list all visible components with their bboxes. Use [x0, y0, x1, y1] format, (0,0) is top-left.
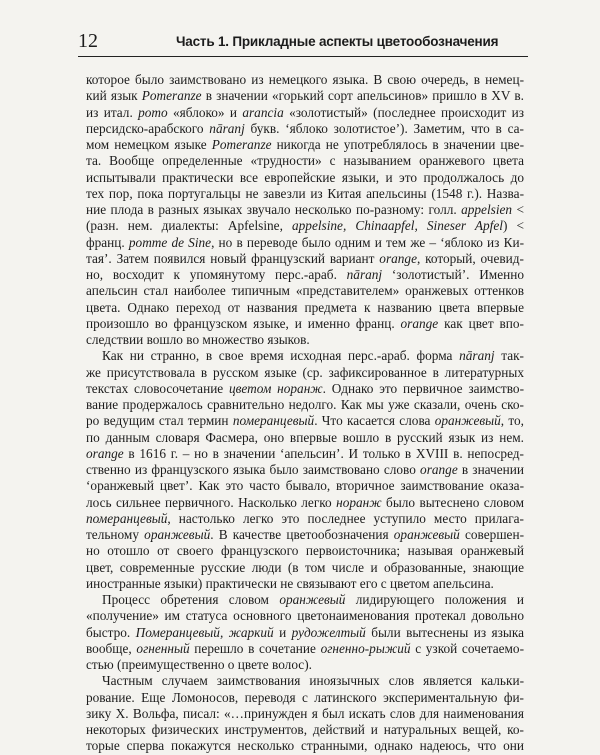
text-line: [86, 495, 524, 511]
text-run: цвета. Однако переход от названия предмета к названию цвета впервые: [86, 299, 524, 315]
text-run: ственно из французского языка было заимствовано слово: [86, 462, 421, 477]
text-run: торые сперва покажутся несколько странными, однако надеюсь, что они: [86, 738, 524, 754]
text-line: [86, 365, 524, 381]
paragraph: [86, 348, 524, 592]
text-line: [86, 267, 524, 283]
text-run: . В качестве цветообозначения: [210, 527, 394, 542]
text-line: [86, 608, 524, 624]
text-run: . Однако это первичное заимство-: [322, 380, 524, 396]
text-run: как цвет впо-: [438, 315, 524, 331]
text-line: [86, 511, 524, 527]
text-run: апельсин стал наиболее типичным «представителем» оранжевых оттенков: [86, 283, 524, 299]
text-run: так-: [494, 348, 524, 364]
italic-term: огненный: [136, 640, 190, 656]
text-line: [86, 673, 524, 689]
text-line: [86, 202, 524, 218]
text-line: [86, 283, 524, 299]
text-line: [86, 137, 524, 153]
text-line: [86, 88, 524, 104]
italic-term: orange: [400, 315, 439, 331]
text-line: [86, 218, 524, 234]
text-line: [86, 316, 524, 332]
text-line: [86, 478, 524, 494]
italic-term: цветом норанж: [229, 380, 323, 396]
text-run: лидирующего положения и: [345, 592, 524, 607]
italic-term: appelsien: [461, 202, 513, 217]
text-line: [86, 381, 524, 397]
text-line: [86, 625, 524, 641]
text-run: некоторых физических инструментов, действий и натуральных вещей, ко-: [86, 722, 524, 737]
text-run: зику Х. Вольфа, писал: «…принужден я был искать слов для наименования: [86, 705, 524, 721]
text-run: <: [512, 202, 524, 217]
text-run: тех пор, пока португальцы не завезли из Китая апельсины (1548 г.). Назва-: [86, 185, 524, 201]
text-run: по данным словаря Фасмера, оно впервые вошло в русский язык из нем.: [86, 429, 524, 445]
italic-term: огненно-рыжий: [320, 640, 411, 656]
text-run: , но в переводе было одним и тем же – ‘яблоко из Ки-: [211, 234, 524, 250]
text-line: [86, 300, 524, 316]
text-run: были вытеснены из языка: [365, 624, 524, 640]
italic-term: arancia: [242, 104, 284, 120]
paragraph: [86, 592, 524, 673]
text-run: было вытеснено словом: [381, 494, 524, 510]
italic-term: оранжевый: [434, 413, 501, 429]
text-run: из итал.: [86, 104, 139, 120]
text-run: (разн. нем. диалекты: Apfelsine,: [86, 218, 292, 234]
text-run: кий язык: [86, 88, 142, 104]
text-run: же присутствовала в русском языке (ср. зафиксированное в литературных: [86, 364, 524, 380]
text-run: ‘оранжевый цвет’. Как это часто бывало, вторичное заимствование оказа-: [86, 478, 524, 494]
text-line: [86, 527, 524, 543]
text-line: [86, 576, 524, 592]
text-line: [86, 462, 524, 478]
text-line: [86, 446, 524, 462]
text-run: стью (преимущественно о цвете волос).: [86, 657, 312, 672]
text-run: Частным случаем заимствования иноязычных слов является кальки-: [102, 673, 524, 689]
italic-term: nāranj: [346, 267, 383, 282]
italic-term: Pomeranze: [211, 137, 272, 152]
text-run: цвет, современные русские люди (в том числе и образованные, знающие: [86, 559, 524, 575]
text-line: [86, 332, 524, 348]
text-run: франц.: [86, 234, 129, 250]
text-run: вание продержалось сравнительно недолго. Как мы уже сказали, очень ско-: [86, 397, 524, 412]
text-line: [86, 121, 524, 137]
text-run: мом немецком языке: [86, 137, 212, 152]
italic-term: orange: [379, 250, 417, 266]
text-run: лось сильнее первичного. Насколько легко: [86, 494, 337, 510]
italic-term: рудожелтый: [291, 624, 366, 640]
text-line: [86, 251, 524, 267]
italic-term: orange: [86, 445, 124, 461]
italic-term: Померанцевый, жаркий: [135, 624, 274, 640]
text-run: «получение» им статуса основного цветонаименования протекал довольно: [86, 608, 524, 624]
text-run: ‘золотистый’. Именно: [382, 267, 524, 282]
running-title: Часть 1. Прикладные аспекты цветообозначения: [176, 34, 499, 49]
text-run: Процесс обретения словом: [102, 592, 280, 607]
text-run: перешло в сочетание: [189, 640, 321, 656]
text-run: ние плода в разных языках звучало несколько по-разному: голл.: [86, 202, 462, 217]
text-run: «золотистый» (последнее происходит из: [283, 104, 524, 120]
text-run: букв. ‘яблоко золотистое’). Заметим, что в са-: [244, 120, 524, 136]
italic-term: померанцевый: [86, 510, 168, 526]
italic-term: оранжевый: [393, 527, 460, 542]
text-line: [86, 641, 524, 657]
text-run: никогда не употреблялось в значении цве-: [271, 137, 524, 152]
text-run: в значении: [457, 462, 524, 477]
text-line: [86, 170, 524, 186]
page-number: 12: [78, 30, 98, 52]
text-run: быстро.: [86, 624, 136, 640]
running-header: [78, 30, 528, 57]
text-run: которое было заимствовано из немецкого языка. В свою очередь, в немец-: [86, 72, 524, 87]
text-line: [86, 186, 524, 202]
text-line: [86, 690, 524, 706]
text-run: . Что касается слова: [314, 413, 435, 429]
text-run: но отошло от своего французского первоисточника; называя оранжевый: [86, 543, 524, 559]
text-line: [86, 105, 524, 121]
text-run: текстах словосочетание: [86, 380, 229, 396]
italic-term: оранжевый: [279, 592, 346, 607]
text-run: и: [273, 624, 292, 640]
text-line: [86, 722, 524, 738]
text-run: в значении «горький сорт апельсинов» пришло в XV в.: [201, 88, 524, 104]
text-run: «яблоко» и: [167, 104, 243, 120]
italic-term: appelsine, Chinaapfel, Sineser Apfel: [292, 218, 503, 234]
text-line: [86, 706, 524, 722]
text-run: та. Вообще определенные «трудности» с называнием оранжевого цвета: [86, 153, 524, 169]
text-run: тельному: [86, 527, 145, 542]
text-line: [86, 592, 524, 608]
italic-term: Pomeranze: [141, 88, 202, 104]
text-run: рование. Еще Ломоносов, переводя с латинского экспериментальную фи-: [86, 689, 524, 705]
text-run: с узкой сочетаемо-: [410, 640, 524, 656]
italic-term: померанцевый: [232, 413, 315, 429]
italic-term: pomme de Sine: [128, 234, 212, 250]
text-run: , настолько легко это последнее уступило место прилага-: [167, 510, 524, 526]
text-run: персидско-арабского: [86, 120, 210, 136]
text-run: но, восходит к упомянутому перс.-араб.: [86, 267, 347, 282]
italic-term: норанж: [336, 494, 382, 510]
italic-term: nāranj: [459, 348, 495, 364]
text-run: ро ведущим стал термин: [86, 413, 233, 429]
text-run: в 1616 г. – но в значении ‘апельсин’. И только в XVIII в. непосред-: [123, 445, 524, 461]
text-line: [86, 430, 524, 446]
text-line: [86, 543, 524, 559]
text-line: [86, 738, 524, 754]
text-line: [86, 560, 524, 576]
text-run: совершен-: [459, 527, 524, 542]
text-line: [86, 153, 524, 169]
text-line: [86, 235, 524, 251]
text-run: иностранные языки) практически не связывают его с цветом апельсина.: [86, 575, 494, 591]
text-run: следствии вошло во множество языков.: [86, 332, 310, 347]
italic-term: orange: [420, 462, 458, 477]
text-run: ) <: [502, 218, 524, 234]
paragraph: [86, 72, 524, 348]
text-run: тая’. Затем появился новый французский вариант: [86, 250, 380, 266]
text-run: , то,: [500, 413, 524, 429]
text-line: [86, 72, 524, 88]
text-line: [86, 348, 524, 364]
text-line: [86, 413, 524, 429]
text-run: Как ни странно, в свое время исходная перс.-араб. форма: [102, 348, 460, 364]
text-run: , который, очевид-: [416, 250, 524, 266]
text-run: произошло во французском языке, и именно франц.: [86, 315, 401, 331]
body-text: [86, 72, 524, 755]
italic-term: оранжевый: [144, 527, 211, 542]
text-line: [86, 397, 524, 413]
text-line: [86, 657, 524, 673]
text-run: испытывали практически все европейские языки, и это продолжалось до: [86, 169, 524, 185]
italic-term: nāranj: [209, 120, 245, 136]
italic-term: pomo: [138, 104, 168, 120]
text-run: вообще,: [86, 640, 137, 656]
paragraph: [86, 673, 524, 754]
